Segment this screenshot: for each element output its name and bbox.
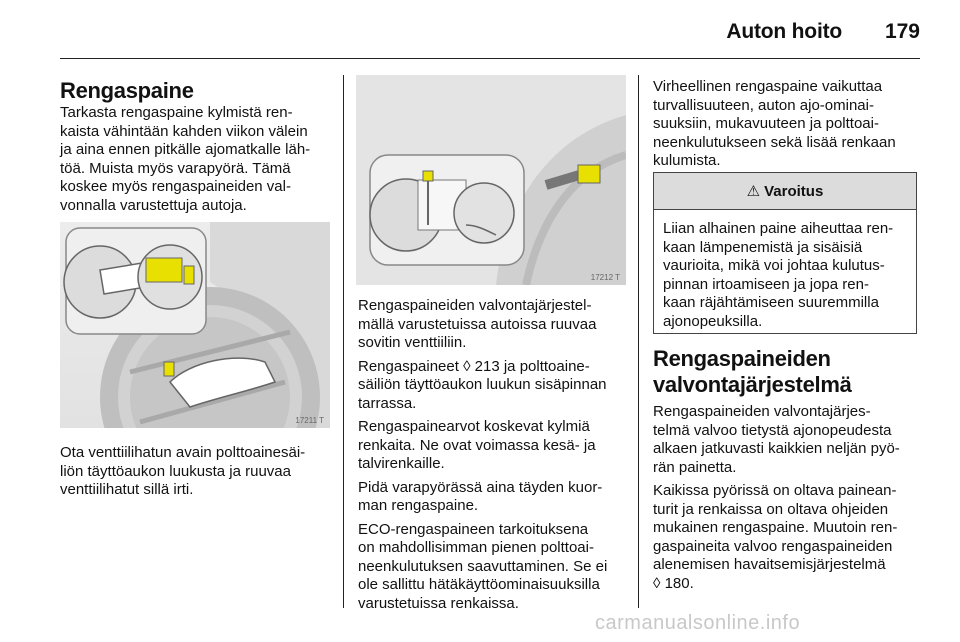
warning-box [653, 172, 917, 334]
sensor-requirements-paragraph: Kaikissa pyörissä on oltava painean- turit ja renkaissa on oltava ohjeiden mukainen rengaspaine. Muutoin ren- gaspaineita valvoo rengaspaineiden alenemisen havaitsemisjärjestelmä ◊ 180. [653, 482, 898, 592]
figure-id: 17212 T [590, 273, 620, 282]
warning-text: Liian alhainen paine aiheuttaa ren- kaan lämpenemistä ja sisäisiä vaurioita, mikä voi johtaa kulutus- pinnan irtoamiseen ja jopa ren- kaan räjähtämiseen suuremmilla ajonopeuksilla. [663, 220, 894, 330]
warning-title: Varoitus [764, 182, 824, 200]
warning-header [654, 173, 916, 210]
figure-adapter [356, 75, 626, 285]
section-heading-monitoring-system: Rengaspaineiden valvontajärjestelmä [653, 346, 852, 397]
caption-paragraph: Ota venttiilihatun avain polttoainesäi- liön täyttöaukon luukusta ja ruuvaa venttiilihatut sillä irti. [60, 444, 306, 498]
middle-column [358, 297, 630, 613]
right-column-intro [653, 78, 923, 171]
column-divider-left [343, 75, 344, 608]
adapter-paragraph: Rengaspaineiden valvontajärjestel- mällä varustetuissa autoissa ruuvaa sovitin venttiiliin. [358, 297, 597, 351]
right-column-monitoring [653, 346, 925, 593]
incorrect-pressure-paragraph: Virheellinen rengaspaine vaikuttaa turvallisuuteen, auton ajo-ominai- suuksiin, mukavuuteen ja polttoai- neenkulutukseen sekä lisää renkaan kulumista. [653, 78, 896, 169]
warning-triangle-icon: ⚠ [746, 183, 761, 200]
column-divider-right [638, 75, 639, 608]
cold-tire-paragraph: Rengaspainearvot koskevat kylmiä renkaita. Ne ovat voimassa kesä- ja talvirenkaille. [358, 418, 596, 472]
pressure-reference-paragraph: Rengaspaineet ◊ 213 ja polttoaine- säiliön täyttöaukon luukun sisäpinnan tarrassa. [358, 357, 607, 412]
section-heading-tire-pressure: Rengaspaine [60, 78, 194, 103]
chapter-title: Auton hoito [726, 20, 842, 43]
left-column [60, 78, 332, 215]
watermark: carmanualsonline.info [595, 612, 801, 634]
page-number: 179 [884, 20, 920, 43]
left-caption [60, 444, 332, 500]
figure-valve-cap-key [60, 222, 330, 428]
eco-pressure-paragraph: ECO-rengaspaineen tarkoituksena on mahdollisimman pienen polttoai- neenkulutuksen saavuttaminen. Se ei ole sallittu hätäkäyttöominaisuuksilla varustetuissa renkaissa. [358, 520, 608, 612]
intro-paragraph: Tarkasta rengaspaine kylmistä ren- kaista vähintään kahden viikon välein ja aina ennen pitkälle ajomatkalle läh- töä. Muista myös varapyörä. Tämä koskee myös rengaspaineiden val- vonnalla varustettuja autoja. [60, 104, 311, 214]
adapter-illustration [356, 75, 626, 285]
monitoring-paragraph: Rengaspaineiden valvontajärjes- telmä valvoo tietystä ajonopeudesta alkaen jatkuvasti kaikkien neljän pyö- rän painetta. [653, 403, 900, 476]
spare-wheel-paragraph: Pidä varapyörässä aina täyden kuor- man rengaspaine. [358, 478, 603, 514]
page-header [0, 0, 960, 60]
header-divider [60, 58, 920, 59]
valve-cap-illustration [60, 222, 330, 428]
figure-id: 17211 T [295, 416, 324, 425]
